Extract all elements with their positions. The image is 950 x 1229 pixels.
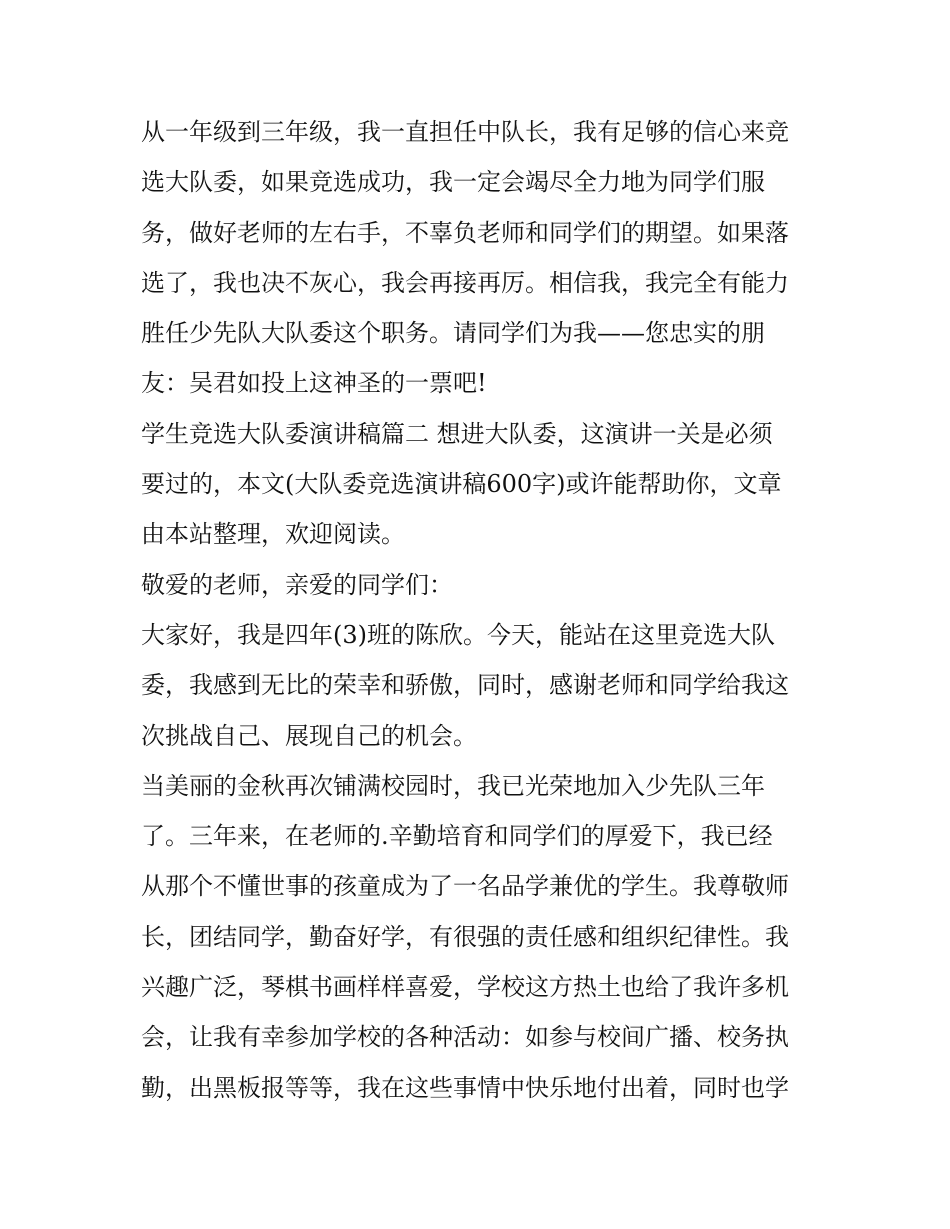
text-line: 选大队委，如果竞选成功，我一定会竭尽全力地为同学们服 [141,168,765,197]
text-line: 由本站整理，欢迎阅读。 [141,520,405,549]
text-line: 长，团结同学，勤奋好学，有很强的责任感和组织纪律性。我 [141,922,789,951]
text-line: 会，让我有幸参加学校的各种活动：如参与校间广播、校务执 [141,1023,789,1052]
text-line: 兴趣广泛，琴棋书画样样喜爱，学校这方热土也给了我许多机 [141,973,789,1002]
text-line: 了。三年来，在老师的.辛勤培育和同学们的厚爱下，我已经 [141,822,773,851]
text-line: 敬爱的老师，亲爱的同学们： [141,570,453,599]
text-line: 从一年级到三年级，我一直担任中队长，我有足够的信心来竞 [141,118,789,146]
text-line: 学生竞选大队委演讲稿篇二 想进大队委，这演讲一关是必须 [141,419,773,448]
text-line: 胜任少先队大队委这个职务。请同学们为我——您忠实的朋 [141,319,765,348]
body-text [141,107,821,1113]
text-line: 勤，出黑板报等等，我在这些事情中快乐地付出着，同时也学 [141,1073,789,1102]
text-line: 大家好，我是四年(3)班的陈欣。今天，能站在这里竞选大队 [141,620,775,649]
text-line: 务，做好老师的左右手，不辜负老师和同学们的期望。如果落 [141,218,789,247]
text-line: 友：吴君如投上这神圣的一票吧! [141,369,487,398]
text-line: 要过的，本文(大队委竞选演讲稿600字)或许能帮助你，文章 [141,470,782,499]
text-line: 当美丽的金秋再次铺满校园时，我已光荣地加入少先队三年 [141,771,765,800]
text-line: 选了，我也决不灰心，我会再接再厉。相信我，我完全有能力 [141,268,789,297]
text-line: 委，我感到无比的荣幸和骄傲，同时，感谢老师和同学给我这 [141,671,789,700]
text-line: 从那个不懂世事的孩童成为了一名品学兼优的学生。我尊敬师 [141,872,789,901]
text-line: 次挑战自己、展现自己的机会。 [141,721,477,750]
